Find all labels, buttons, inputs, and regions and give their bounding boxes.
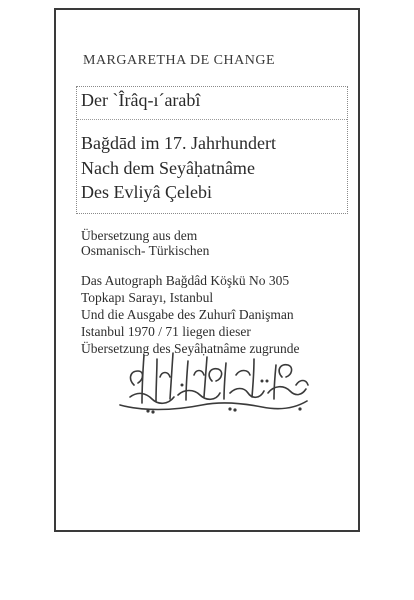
translation-note-line: Übersetzung aus dem [81, 228, 198, 243]
subtitle-line: Nach dem Seyâḥatnâme [81, 158, 255, 178]
source-note-line: Istanbul 1970 / 71 liegen dieser [81, 324, 251, 339]
source-note-line: Das Autograph Bağdâd Köşkü No 305 [81, 273, 290, 288]
source-note-line: Topkapı Sarayı, Istanbul [81, 290, 214, 305]
title-divider [77, 119, 347, 120]
author-name: MARGARETHA DE CHANGE [83, 53, 275, 68]
subtitle-line: Bağdād im 17. Jahrhundert [81, 133, 276, 153]
subtitle-line: Des Evliyâ Çelebi [81, 182, 212, 202]
ottoman-calligraphy-icon [112, 345, 312, 417]
source-note-line: Und die Ausgabe des Zuhurî Danişman [81, 307, 294, 322]
source-note-line: Übersetzung des Seyâḥatnâme zugrunde [81, 341, 300, 356]
translation-note-line: Osmanisch- Türkischen [81, 243, 210, 258]
book-title: Der `Îrâq-ı´arabî [81, 90, 201, 110]
